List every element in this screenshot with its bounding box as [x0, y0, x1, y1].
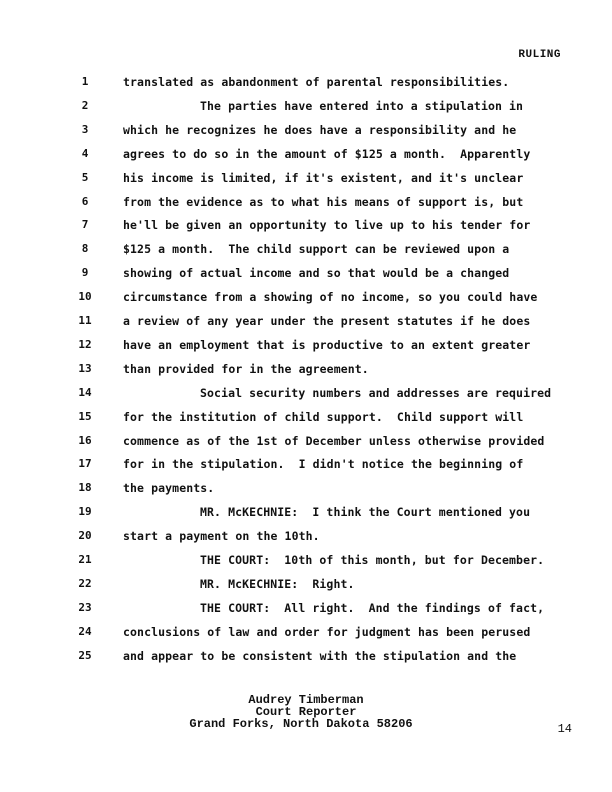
line-text: circumstance from a showing of no income, so you could have: [123, 290, 538, 305]
line-text: conclusions of law and order for judgment has been perused: [123, 624, 531, 639]
line-text: agrees to do so in the amount of $125 a month. Apparently: [123, 146, 531, 161]
line-number: 3: [81, 122, 89, 136]
line-text: MR. McKECHNIE: Right.: [200, 576, 355, 591]
line-number: 12: [78, 337, 92, 351]
line-text: THE COURT: 10th of this month, but for December.: [200, 553, 545, 567]
line-number: 9: [81, 266, 89, 280]
line-number: 5: [81, 170, 89, 184]
line-number: 14: [78, 385, 92, 399]
line-number: 18: [78, 481, 92, 495]
line-text: MR. McKECHNIE: I think the Court mentioned you: [200, 505, 531, 520]
line-text: translated as abandonment of parental responsibilities.: [123, 75, 510, 89]
transcript-line: [0, 649, 612, 669]
transcript-line: [0, 553, 612, 573]
line-number: 25: [78, 648, 92, 662]
transcript-line: [0, 338, 612, 358]
line-number: 4: [81, 146, 89, 160]
line-text: commence as of the 1st of December unless otherwise provided: [123, 433, 545, 448]
line-number: 6: [81, 194, 89, 208]
line-number: 2: [81, 98, 89, 112]
transcript-line: [0, 218, 612, 238]
page-header-title: RULING: [518, 49, 561, 61]
reporter-location: Grand Forks, North Dakota 58206: [189, 717, 413, 731]
line-number: 1: [81, 75, 89, 88]
transcript-line: [0, 171, 612, 191]
transcript-line: [0, 266, 612, 286]
line-number: 11: [78, 314, 92, 327]
line-number: 16: [78, 433, 92, 447]
transcript-line: [0, 99, 612, 119]
line-number: 15: [78, 409, 92, 423]
transcript-line: [0, 123, 612, 143]
transcript-line: [0, 147, 612, 167]
transcript-line: [0, 242, 612, 262]
line-number: 24: [78, 624, 92, 638]
transcript-line: [0, 314, 612, 334]
line-text: for in the stipulation. I didn't notice the beginning of: [123, 457, 524, 472]
line-number: 19: [78, 505, 92, 519]
line-text: $125 a month. The child support can be reviewed upon a: [123, 242, 510, 257]
page-number: 14: [557, 722, 572, 736]
transcript-line: [0, 457, 612, 477]
line-number: 8: [81, 242, 89, 256]
transcript-line: [0, 386, 612, 406]
line-text: Social security numbers and addresses are required: [200, 385, 552, 400]
line-text: which he recognizes he does have a responsibility and he: [123, 122, 517, 137]
line-text: THE COURT: All right. And the findings of fact,: [200, 600, 545, 615]
line-text: a review of any year under the present statutes if he does: [123, 314, 531, 328]
transcript-line: [0, 434, 612, 454]
line-number: 20: [78, 529, 92, 543]
line-number: 23: [78, 600, 92, 614]
transcript-line: [0, 505, 612, 525]
line-number: 10: [78, 290, 92, 304]
line-text: his income is limited, if it's existent, and it's unclear: [123, 170, 524, 185]
transcript-line: [0, 75, 612, 95]
line-text: from the evidence as to what his means of support is, but: [123, 194, 524, 209]
line-text: the payments.: [123, 481, 215, 496]
line-number: 7: [81, 218, 89, 232]
line-number: 22: [78, 576, 92, 590]
transcript-line: [0, 481, 612, 501]
line-text: showing of actual income and so that would be a changed: [123, 266, 510, 281]
line-number: 17: [78, 457, 92, 471]
line-text: have an employment that is productive to an extent greater: [123, 337, 531, 352]
transcript-line: [0, 195, 612, 215]
transcript-line: [0, 577, 612, 597]
line-text: The parties have entered into a stipulation in: [200, 98, 524, 113]
transcript-line: [0, 410, 612, 430]
reporter-footer: [0, 694, 612, 730]
line-text: and appear to be consistent with the stipulation and the: [123, 648, 517, 663]
transcript-line: [0, 601, 612, 621]
transcript-line: [0, 362, 612, 382]
transcript-line: [0, 529, 612, 549]
line-number: 13: [78, 361, 92, 375]
reporter-name: Audrey Timberman: [248, 693, 364, 707]
transcript-line: [0, 290, 612, 310]
line-text: for the institution of child support. Child support will: [123, 409, 524, 424]
line-text: start a payment on the 10th.: [123, 529, 320, 544]
line-text: than provided for in the agreement.: [123, 361, 369, 376]
transcript-line: [0, 625, 612, 645]
reporter-role: Court Reporter: [255, 705, 357, 719]
line-text: he'll be given an opportunity to live up to his tender for: [123, 218, 531, 233]
line-number: 21: [78, 553, 92, 566]
